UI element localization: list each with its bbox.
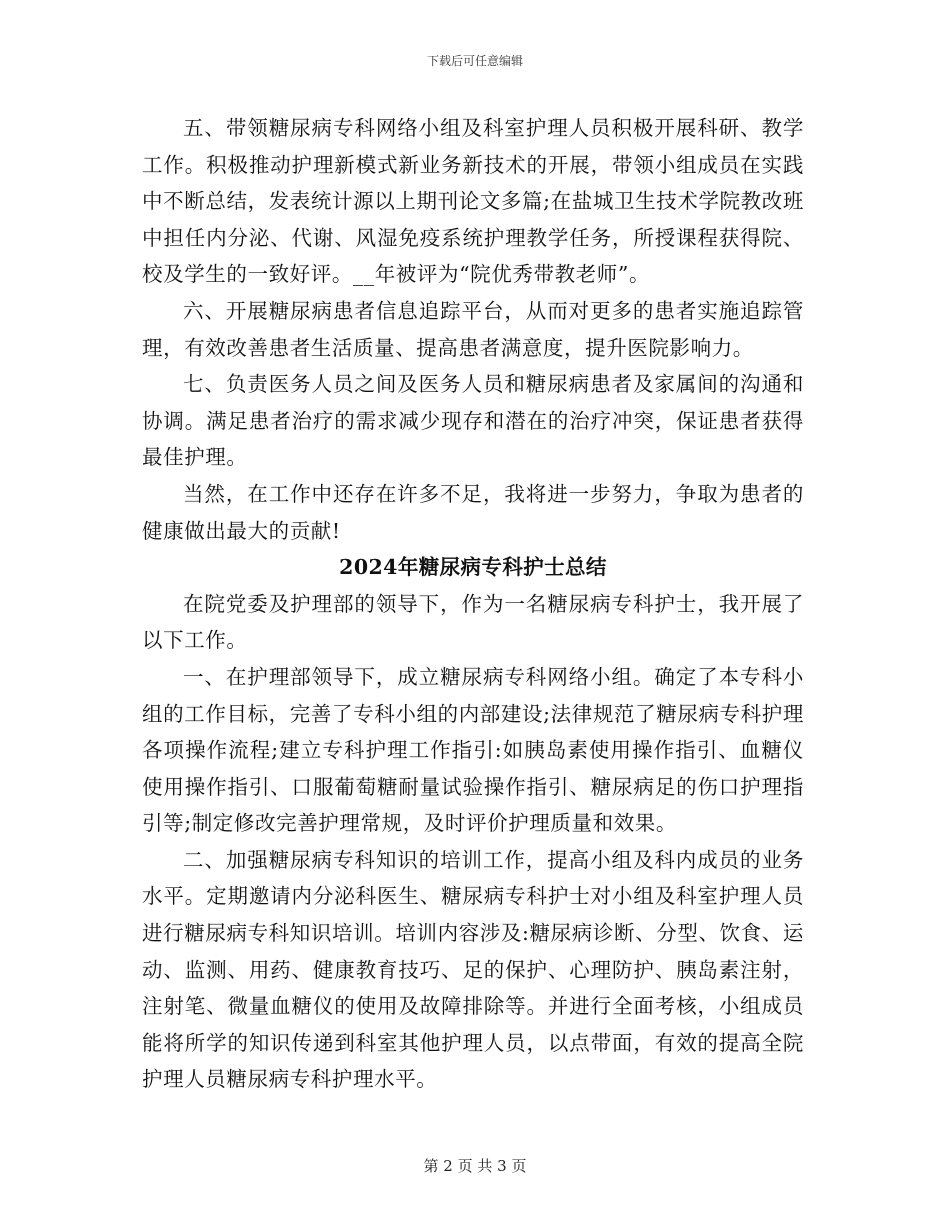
paragraph-item-five: 五、带领糖尿病专科网络小组及科室护理人员积极开展科研、教学工作。积极推动护理新模式新业务新技术的开展，带领小组成员在实践中不断总结，发表统计源以上期刊论文多篇;在盐城卫生技术学院教改班中担任内分泌、代谢、风湿免疫系统护理教学任务，所授课程获得院、校及学生的一致好评。__年被评为“院优秀带教老师”。 [142,116,804,287]
paragraph-item-seven: 七、负责医务人员之间及医务人员和糖尿病患者及家属间的沟通和协调。满足患者治疗的需求减少现存和潜在的治疗冲突，保证患者获得最佳护理。 [142,372,804,470]
page-header-note: 下载后可任意编辑 [426,54,523,68]
paragraph-item-one: 一、在护理部领导下，成立糖尿病专科网络小组。确定了本专科小组的工作目标，完善了专科小组的内部建设;法律规范了糖尿病专科护理各项操作流程;建立专科护理工作指引:如胰岛素使用操作指引、血糖仪使用操作指引、口服葡萄糖耐量试验操作指引、糖尿病足的伤口护理指引等;制定修改完善护理常规，及时评价护理质量和效果。 [142,664,804,836]
document-body [142,110,804,1098]
paragraph-conclusion: 当然，在工作中还存在许多不足，我将进一步努力，争取为患者的健康做出最大的贡献! [142,481,804,543]
paragraph-item-six: 六、开展糖尿病患者信息追踪平台，从而对更多的患者实施追踪管理，有效改善患者生活质量、提高患者满意度，提升医院影响力。 [142,298,804,360]
paragraph-intro: 在院党委及护理部的领导下，作为一名糖尿病专科护士，我开展了以下工作。 [142,591,804,653]
section-title: 2024年糖尿病专科护士总结 [339,555,607,580]
page-number-footer: 第 2 页 共 3 页 [423,1157,527,1175]
paragraph-item-two: 二、加强糖尿病专科知识的培训工作，提高小组及科内成员的业务水平。定期邀请内分泌科医生、糖尿病专科护士对小组及科室护理人员进行糖尿病专科知识培训。培训内容涉及:糖尿病诊断、分型、饮食、运动、监测、用药、健康教育技巧、足的保护、心理防护、胰岛素注射，注射笔、微量血糖仪的使用及故障排除等。并进行全面考核，小组成员能将所学的知识传递到科室其他护理人员，以点带面，有效的提高全院护理人员糖尿病专科护理水平。 [142,847,804,1092]
